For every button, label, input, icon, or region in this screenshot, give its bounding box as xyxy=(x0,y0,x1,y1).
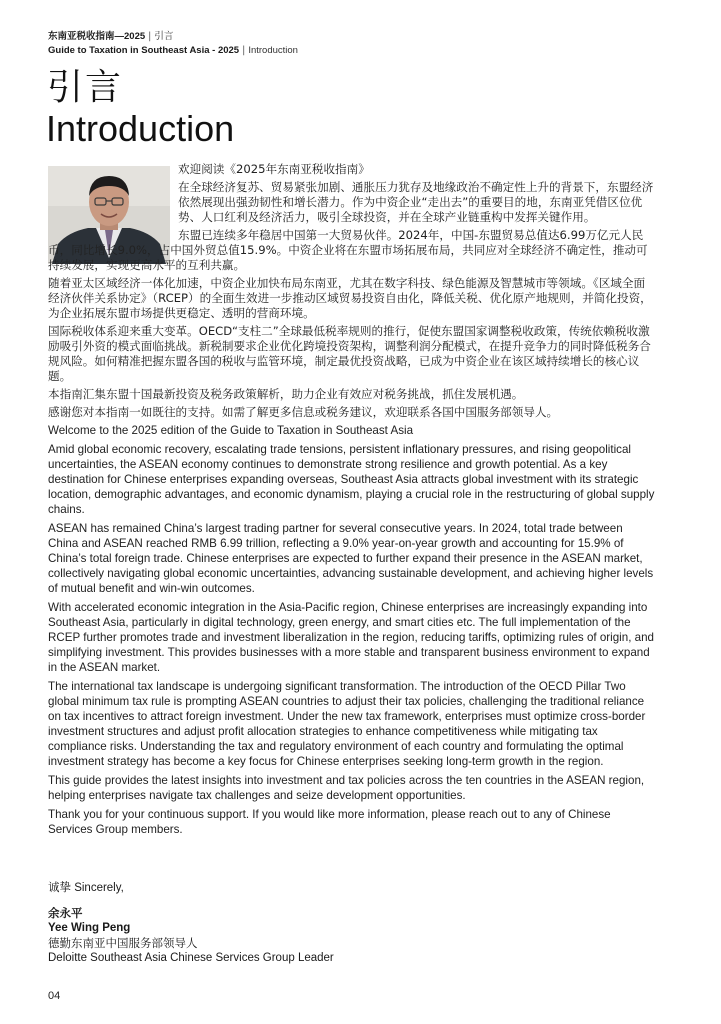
en-paragraph: This guide provides the latest insights into investment and tax policies across the ten countries in the ASEAN region, helping enterprises navigate tax challenges and seize development opportunities. xyxy=(48,774,645,802)
running-header xyxy=(48,30,298,58)
cn-paragraph: 随着亚太区域经济一体化加速，中资企业加快布局东南亚，尤其在数字科技、绿色能源及智慧城市等领域。《区域全面经济伙伴关系协定》（RCEP）的全面生效进一步推动区域贸易投资自由化，降低关税、优化原产地规则，并简化投资，为企业拓展东盟市场提供更稳定、透明的营商环境。 xyxy=(48,276,652,320)
header-section-cn: 引言 xyxy=(154,31,174,42)
en-paragraph: With accelerated economic integration in the Asia-Pacific region, Chinese enterprises are increasingly expanding into Southeast Asia, particularly in digital technology, green energy, and smart cities etc. The full implementation of the RCEP further promotes trade and investment liberalization in the region, reducing tariffs, optimizing rules of origin, and simplifying investment. This provides businesses with a more stable and transparent business environment to expand in the ASEAN market. xyxy=(48,601,654,674)
header-line-cn xyxy=(48,30,298,44)
en-paragraph: The international tax landscape is undergoing significant transformation. The introduction of the OECD Pillar Two global minimum tax rule is prompting ASEAN countries to adjust their tax policies, challenging the traditional reliance on tax incentives to attract foreign investment. Under the new tax framework, enterprises must optimize cross-border investment structures and adjust profit allocation strategies to enhance competitiveness while mitigating tax compliance risks. Understanding the tax and regulatory environment of each country and formulating the optimal investment strategy has become a key focus for Chinese enterprises seeking long-term growth in the region. xyxy=(48,680,646,768)
english-introduction xyxy=(48,423,656,837)
page-number: 04 xyxy=(48,990,61,1002)
cn-paragraph: 在全球经济复苏、贸易紧张加剧、通胀压力犹存及地缘政治不确定性上升的背景下，东盟经济依然展现出强劲韧性和增长潜力。作为中资企业“走出去”的重要目的地，东南亚凭借区位优势、人口红利及经济活力，吸引全球投资，并在全球产业链重构中发挥关键作用。 xyxy=(178,180,654,224)
header-line-en xyxy=(48,44,298,58)
chinese-introduction xyxy=(48,162,656,420)
en-paragraph: Amid global economic recovery, escalating trade tensions, persistent inflationary pressures, and rising geopolitical uncertainties, the ASEAN economy continues to demonstrate strong resilience and growth potential. As a key destination for Chinese enterprises expanding overseas, Southeast Asia attracts global investment with its strategic location, demographic advantages, and economic dynamism, playing a crucial role in the restructuring of global supply chains. xyxy=(48,443,655,516)
signature-block xyxy=(48,906,334,966)
cn-paragraph: 东盟已连续多年稳居中国第一大贸易伙伴。2024年，中国-东盟贸易总值达6.99万亿元人民币，同比增长9.0%，占中国外贸总值15.9%。中资企业将在东盟市场拓展布局，共同应对全球经济不确定性，推动可持续发展，实现更高水平的互利共赢。 xyxy=(48,228,648,272)
header-section-en: Introduction xyxy=(248,45,298,56)
header-title-cn: 东南亚税收指南—2025 xyxy=(48,31,146,42)
header-separator: | xyxy=(148,31,152,42)
sincerely-text: 诚挚 Sincerely, xyxy=(48,882,124,894)
page-title-en: Introduction xyxy=(46,108,235,149)
header-title-en: Guide to Taxation in Southeast Asia - 2025 xyxy=(48,45,240,56)
cn-paragraph: 本指南汇集东盟十国最新投资及税务政策解析，助力企业有效应对税务挑战，抓住发展机遇。 xyxy=(48,387,524,401)
en-paragraph: Thank you for your continuous support. If you would like more information, please reach out to any of Chinese Services Group members. xyxy=(48,808,611,836)
signer-role-en: Deloitte Southeast Asia Chinese Services Group Leader xyxy=(48,952,334,964)
cn-paragraph: 欢迎阅读《2025年东南亚税收指南》 xyxy=(178,162,370,176)
closing-salutation xyxy=(48,880,124,896)
en-paragraph: ASEAN has remained China’s largest trading partner for several consecutive years. In 2024, total trade between China and ASEAN reached RMB 6.99 trillion, reflecting a 9.0% year-on-year growth and accounting for 15.9% of China’s total foreign trade. Chinese enterprises are expected to further expand their presence in the ASEAN market, collectively navigating global economic uncertainties, advancing sustainable development, and achieving higher levels of mutual benefit and win-win outcomes. xyxy=(48,522,654,595)
signer-name-cn: 余永平 xyxy=(48,906,83,920)
en-paragraph: Welcome to the 2025 edition of the Guide to Taxation in Southeast Asia xyxy=(48,424,414,437)
intro-body xyxy=(48,162,656,841)
cn-paragraph: 感谢您对本指南一如既往的支持。如需了解更多信息或税务建议，欢迎联系各国中国服务部领导人。 xyxy=(48,405,559,419)
signer-role-cn: 德勤东南亚中国服务部领导人 xyxy=(48,936,198,950)
cn-paragraph: 国际税收体系迎来重大变革。OECD“支柱二”全球最低税率规则的推行，促使东盟国家调整税收政策，传统依赖税收激励吸引外资的模式面临挑战。新税制要求企业优化跨境投资架构，调整利润分配模式，在提升竞争力的同时降低税务合规风险。如何精准把握东盟各国的税收与监管环境，制定最优投资战略，已成为中资企业在该区域持续增长的核心议题。 xyxy=(48,324,651,383)
header-separator: | xyxy=(242,45,246,56)
page-title-cn: 引言 xyxy=(47,67,124,108)
signer-name-en: Yee Wing Peng xyxy=(48,922,131,934)
